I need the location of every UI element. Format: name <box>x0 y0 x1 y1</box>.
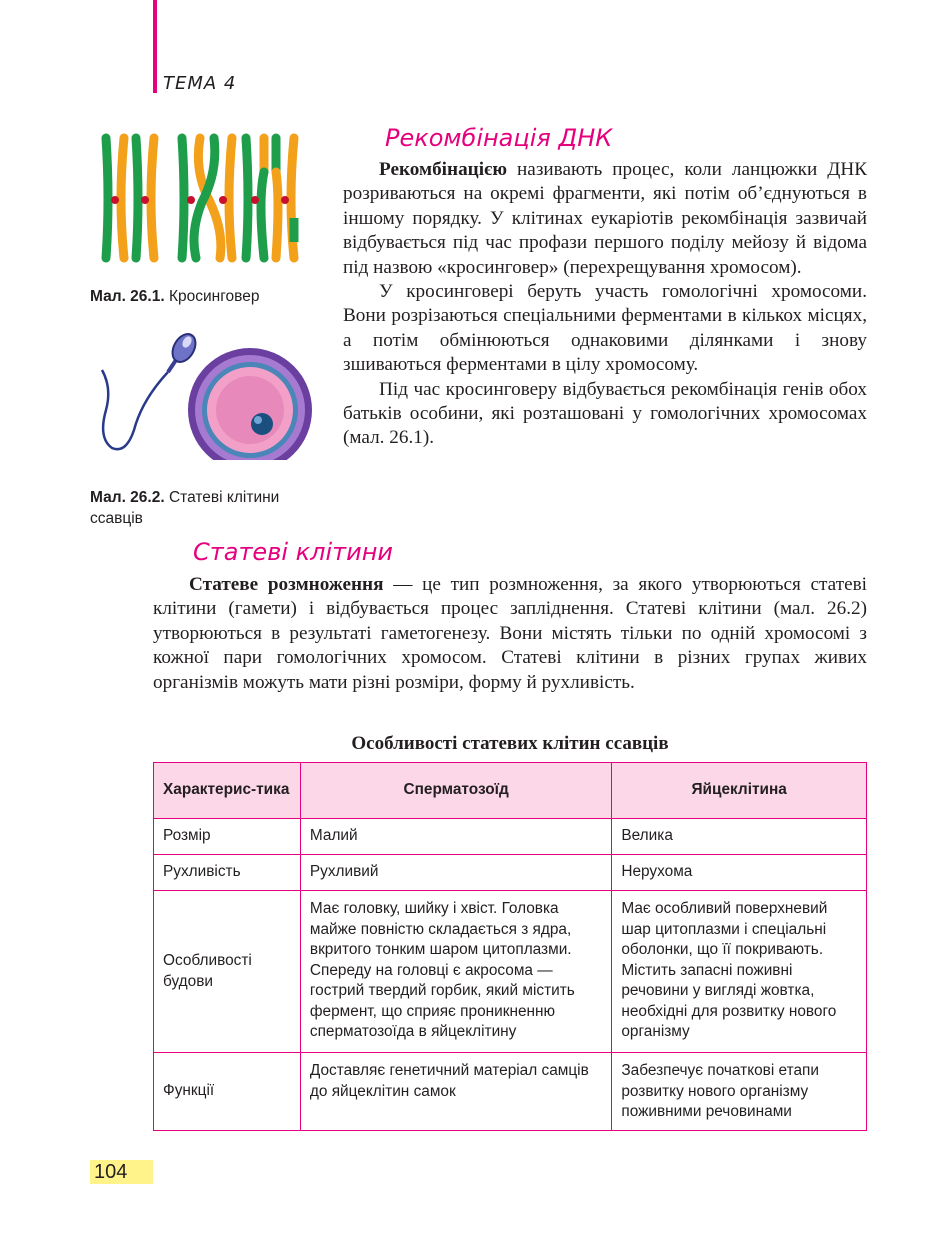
page-number: 104 <box>90 1160 153 1184</box>
header-sperm: Сперматозоїд <box>300 763 611 819</box>
caption-number: Мал. 26.1. <box>90 288 165 305</box>
term-bold: Рекомбінацією <box>379 159 507 180</box>
caption-number: Мал. 26.2. <box>90 489 165 506</box>
term-bold: Статеве розмноження <box>189 574 384 595</box>
section-heading-sex-cells: Статеві клітини <box>193 538 394 566</box>
table-cell: Доставляє генетичний матеріал самців до яйцеклітин самок <box>300 1053 611 1131</box>
paragraph-text: — це тип розмноження, за якого утворюються статеві клітини (гамети) і відбувається процес запліднення. Статеві клітини (мал. 26.2) утворюються в результаті гаметогенезу. Вони містять тільки по одній хромосомі з кожної пари гомологічних хромосом. Статеві клітини в різних групах живих організмів можуть мати різні розміри, форму й рухливість. <box>153 574 867 693</box>
caption-text: Статеві клітини ссавців <box>90 489 280 527</box>
paragraph <box>343 158 867 280</box>
section2-text <box>153 573 867 695</box>
table-row <box>154 855 867 891</box>
table-cell: Має особливий поверхневий шар цитоплазми і спеціальні оболонки, що її покривають. Містить запасні поживні речовини у вигляді жовтка, необхідні для розвитку нового організму <box>612 891 867 1053</box>
figure-26-2-caption <box>90 487 315 529</box>
header-characteristic: Характерис-тика <box>154 763 301 819</box>
table-row <box>154 819 867 855</box>
paragraph: Під час кросинговеру відбувається рекомбінація генів обох батьків особини, які розташовані у гомологічних хромосомах (мал. 26.1). <box>343 378 867 449</box>
table-cell: Особливості будови <box>154 891 301 1053</box>
table-header-row <box>154 763 867 819</box>
header-egg: Яйцеклітина <box>612 763 867 819</box>
table-cell: Малий <box>300 819 611 855</box>
table-cell: Функції <box>154 1053 301 1131</box>
table-cell: Рухливість <box>154 855 301 891</box>
table-cell: Має головку, шийку і хвіст. Головка майже повністю складається з ядра, вкритого тонким шаром цитоплазми. Спереду на головці є акросома — гострий твердий горбик, який містить фермент, що сприяє проникненню сперматозоїда в яйцеклітину <box>300 891 611 1053</box>
table-cell: Велика <box>612 819 867 855</box>
section-accent-bar <box>153 0 157 93</box>
egg-cell <box>188 348 312 460</box>
table-cell: Рухливий <box>300 855 611 891</box>
paragraph: У кросинговері беруть участь гомологічні хромосоми. Вони розрізаються спеціальними ферментами в кількох місцях, а потім обмінюються однаковими ділянками і знову зшиваються ферментами в цілу хромосому. <box>343 281 867 376</box>
sperm-cell <box>102 330 200 449</box>
table-cell: Розмір <box>154 819 301 855</box>
table-row <box>154 1053 867 1131</box>
section-heading-dna-recombination: Рекомбінація ДНК <box>385 124 613 152</box>
paragraph <box>153 573 867 695</box>
paragraph-text: називають процес, коли ланцюжки ДНК розриваються на окремі фрагменти, які потім об’єднуються в іншому порядку. У клітинах еукаріотів рекомбінація зазвичай відбувається під час профази першого поділу мейозу й відома під назвою «кросинговер» (перехрещування хромосом). <box>343 159 867 278</box>
table-row <box>154 891 867 1053</box>
figure-26-1-caption <box>90 286 259 307</box>
sex-cells-illustration <box>90 330 320 460</box>
table-title: Особливості статевих клітин ссавців <box>351 733 669 754</box>
section1-text <box>343 158 867 451</box>
section-label: ТЕМА 4 <box>163 73 237 94</box>
chromosome-pair-1 <box>106 138 154 258</box>
table-cell: Забезпечує початкові етапи розвитку нового організму поживними речовинами <box>612 1053 867 1131</box>
chromosome-pair-3 <box>246 138 294 258</box>
chromosome-pair-2 <box>182 138 232 258</box>
crossing-over-illustration <box>98 132 303 264</box>
table-cell: Нерухома <box>612 855 867 891</box>
sex-cells-table <box>153 762 867 1131</box>
caption-text: Кросинговер <box>168 288 260 305</box>
